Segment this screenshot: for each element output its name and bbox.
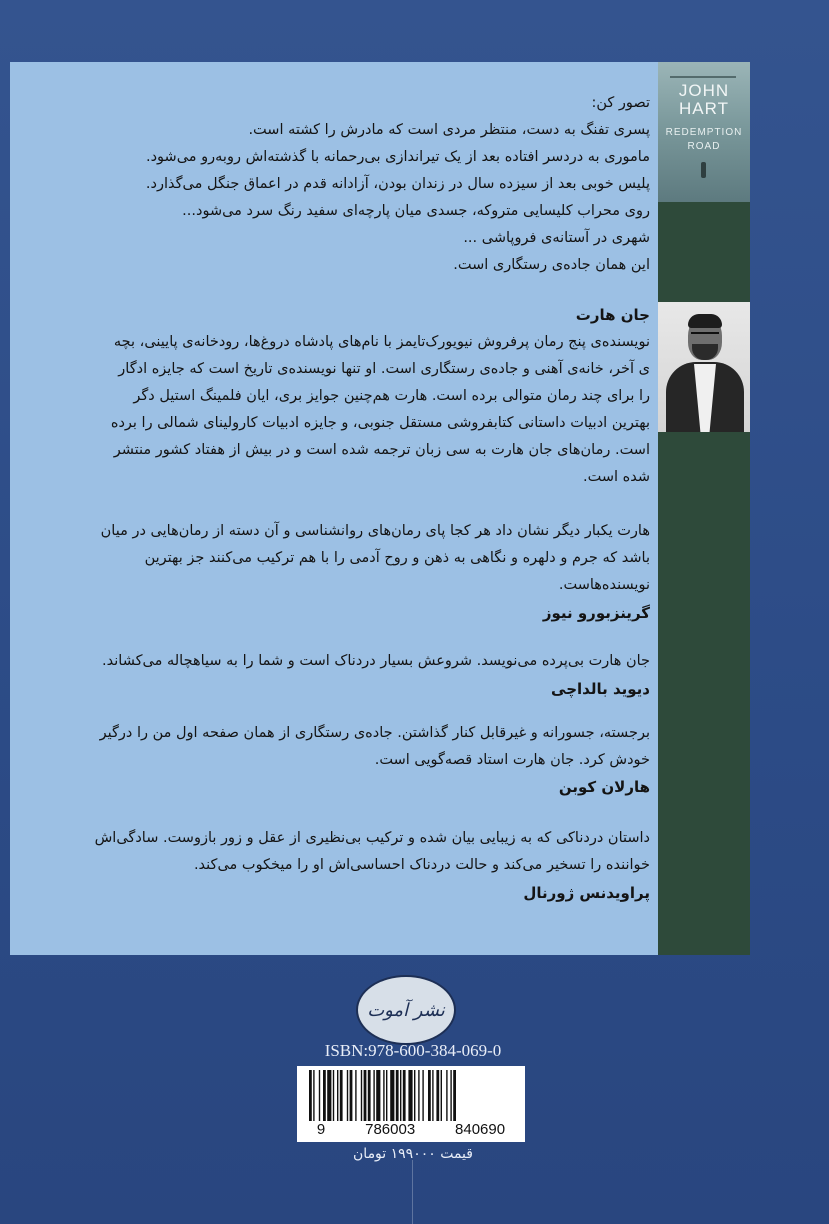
barcode-digit-group: 786003 (365, 1121, 416, 1138)
barcode-bar (396, 1070, 399, 1122)
barcode-digit-group: 840690 (455, 1121, 506, 1138)
barcode-bar (340, 1070, 343, 1122)
review-3 (18, 720, 650, 774)
divider-line (412, 1160, 413, 1224)
author-heading: جان هارت (575, 306, 650, 324)
photo-hair (688, 314, 722, 328)
publisher-logo (356, 975, 456, 1045)
barcode-bar (368, 1070, 371, 1122)
photo-glasses (691, 332, 719, 339)
review-1-source (18, 604, 650, 622)
barcode-bar (383, 1070, 384, 1122)
barcode-bar (390, 1070, 394, 1122)
bio-line: ی آخر، خانه‌ی آهنی و جاده‌ی رستگاری است. او تنها نویسنده‌ی تاریخ است که جایزه ادگار (118, 361, 650, 377)
review-source: پراویدنس ژورنال (523, 884, 650, 902)
barcode-bar (386, 1070, 387, 1122)
barcode-bar (422, 1070, 423, 1122)
synopsis-line: پلیس خوبی بعد از سیزده سال در زندان بودن، آزادانه قدم در اعماق جنگل می‌گذارد. (145, 176, 650, 192)
bio-line: است. رمان‌های جان هارت به سی زبان ترجمه شده است و در بیش از هفتاد کشور منتشر (113, 442, 650, 458)
barcode-bar (403, 1070, 406, 1122)
synopsis-line: تصور کن: (591, 95, 650, 111)
review-line: نویسنده‌هاست. (558, 577, 650, 593)
barcode-bar (400, 1070, 401, 1122)
barcode-bar (309, 1070, 312, 1122)
review-line: داستان دردناکی که به زیبایی بیان شده و ترکیب بی‌نظیری از عقل و زور بازوست. سادگی‌اش (94, 830, 650, 846)
barcode-bar (355, 1070, 356, 1122)
review-line: باشد که جرم و دلهره و نگاهی به ذهن و روح آدمی را با هم ترکیب می‌کنند جز بهترین (144, 550, 650, 566)
barcode-bar (418, 1070, 419, 1122)
bio-line: نویسنده‌ی پنج رمان پرفروش نیویورک‌تایمز با نام‌های پادشاه دروغ‌ها، رودخانه‌ی پایینی، بچه (113, 334, 650, 350)
barcode-bar (436, 1070, 439, 1122)
bio-line: شده است. (583, 469, 650, 485)
review-line: جان هارت بی‌پرده می‌نویسد. شروعش بسیار دردناک است و شما را به سیاهچاله می‌کشاند. (102, 653, 650, 669)
review-source: گرینزبورو نیوز (542, 604, 650, 622)
barcode-bar (347, 1070, 348, 1122)
synopsis-line: روی محراب کلیسایی متروکه، جسدی میان پارچه‌ای سفید رنگ سرد می‌شود... (182, 203, 650, 219)
barcode-bar (450, 1070, 451, 1122)
barcode-bar (453, 1070, 456, 1122)
review-line: هارت یکبار دیگر نشان داد هر کجا پای رمان‌های روانشناسی و آن دسته از رمان‌هایی در میان (100, 523, 650, 539)
price-label: قیمت ۱۹۹۰۰۰ تومان (353, 1146, 473, 1162)
review-3-source (18, 778, 650, 796)
barcode-digits (297, 1121, 525, 1141)
cover-tagline (670, 76, 736, 78)
barcode-bar (432, 1070, 433, 1122)
barcode-bar (428, 1070, 431, 1122)
review-2 (18, 648, 650, 675)
bio-line: را برای چند رمان متوالی برده است. هارت هم‌چنین جوایز بری، ایان فلمینگ استیل دگر (133, 388, 650, 404)
synopsis (18, 90, 650, 279)
barcode-bar (333, 1070, 334, 1122)
barcode-bar (414, 1070, 415, 1122)
review-4-source (18, 884, 650, 902)
synopsis-line: ماموری به دردسر افتاده بعد از یک تیراندازی بی‌رحمانه با گذشته‌اش روبه‌رو می‌شود. (145, 149, 650, 165)
thumbnail-author: JOHN HART (678, 81, 730, 118)
barcode-bars (297, 1066, 525, 1126)
synopsis-line: پسری تفنگ به دست، منتظر مردی است که مادرش را کشته است. (248, 122, 650, 138)
barcode-bar (350, 1070, 353, 1122)
barcode-bar (408, 1070, 412, 1122)
review-line: خواننده را تسخیر می‌کند و حالت دردناک احساسی‌اش او را میخکوب می‌کند. (193, 857, 650, 873)
publisher-logo-text: نشر آموت (367, 999, 445, 1021)
barcode-digit-group: 9 (316, 1121, 326, 1138)
barcode-bar (361, 1070, 362, 1122)
bio-line: بهترین ادبیات داستانی کتابفروشی مستقل جنوبی، و جایزه ادبیات کارولینای شمالی را برده (110, 415, 650, 431)
barcode-bar (376, 1070, 380, 1122)
isbn-text: ISBN:978-600-384-069-0 (324, 1041, 502, 1060)
review-4 (18, 825, 650, 879)
synopsis-line: شهری در آستانه‌ی فروپاشی ... (463, 230, 650, 246)
barcode-bar (323, 1070, 326, 1122)
barcode-bar (446, 1070, 447, 1122)
barcode-bar (327, 1070, 331, 1122)
author-bio (18, 302, 650, 491)
barcode-bar (337, 1070, 338, 1122)
barcode (297, 1066, 525, 1142)
review-line: برجسته، جسورانه و غیرقابل کنار گذاشتن. جاده‌ی رستگاری از همان صفحه اول من را درگیر (99, 725, 650, 741)
review-2-source (18, 680, 650, 698)
barcode-bar (364, 1070, 367, 1122)
synopsis-line: این همان جاده‌ی رستگاری است. (453, 257, 650, 273)
thumbnail-title: REDEMPTION ROAD (665, 127, 743, 152)
review-source: هارلان کوبن (558, 778, 650, 796)
review-source: دیوید بالداچی (551, 680, 650, 698)
barcode-bar (319, 1070, 320, 1122)
book-cover-thumbnail (658, 62, 750, 202)
barcode-bar (313, 1070, 314, 1122)
barcode-bar (373, 1070, 374, 1122)
author-photo (658, 302, 750, 432)
barcode-bar (441, 1070, 442, 1122)
review-1 (18, 518, 650, 599)
review-line: خودش کرد. جان هارت استاد قصه‌گویی است. (374, 752, 650, 768)
walking-figure (701, 162, 706, 178)
